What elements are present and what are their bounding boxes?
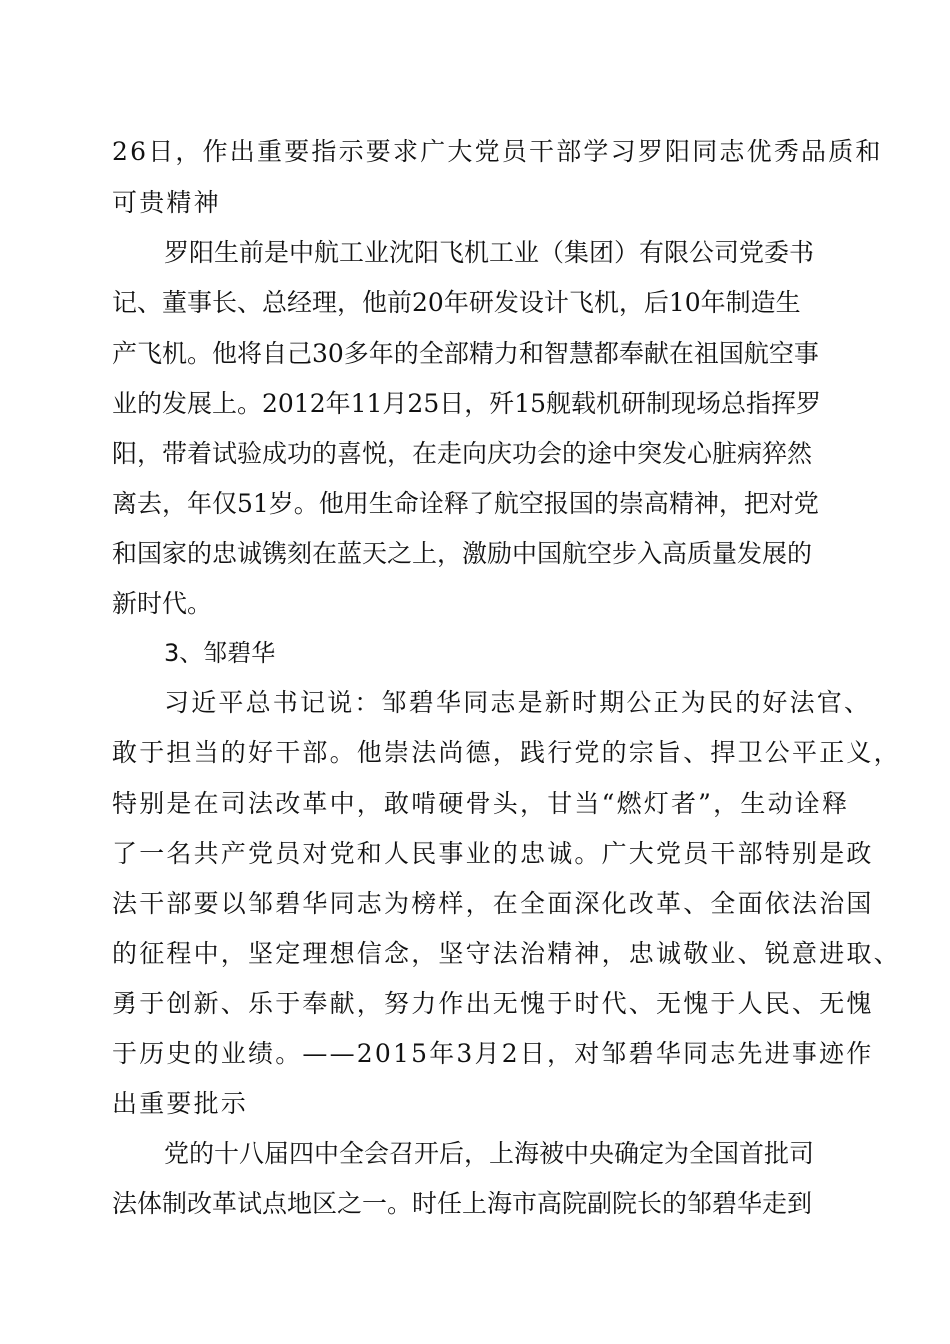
text-line: 法体制改革试点地区之一。时任上海市高院副院长的邹碧华走到 <box>112 1189 813 1218</box>
text-line: 和国家的忠诚镌刻在蓝天之上，激励中国航空步入高质量发展的 <box>112 539 813 568</box>
text-line: 特别是在司法改革中，敢啃硬骨头，甘当“燃灯者”，生动诠释 <box>112 789 850 818</box>
text-line: 记、董事长、总经理，他前20年研发设计飞机，后10年制造生 <box>112 288 801 317</box>
text-line: 产飞机。他将自己30多年的全部精力和智慧都奉献在祖国航空事 <box>112 339 819 368</box>
paragraph-start-line: 罗阳生前是中航工业沈阳飞机工业（集团）有限公司党委书 <box>164 238 815 267</box>
text-line: 出重要批示 <box>112 1089 249 1118</box>
text-line: 26日，作出重要指示要求广大党员干部学习罗阳同志优秀品质和 <box>112 137 883 166</box>
text-line: 勇于创新、乐于奉献，努力作出无愧于时代、无愧于人民、无愧 <box>112 989 874 1018</box>
text-line: 于历史的业绩。——2015年3月2日，对邹碧华同志先进事迹作 <box>112 1039 874 1068</box>
text-line: 的征程中，坚定理想信念，坚守法治精神，忠诚敬业、锐意进取、 <box>112 939 901 968</box>
text-line: 了一名共产党员对党和人民事业的忠诚。广大党员干部特别是政 <box>112 839 874 868</box>
text-line: 敢于担当的好干部。他崇法尚德，践行党的宗旨、捍卫公平正义， <box>112 738 901 767</box>
text-line: 阳，带着试验成功的喜悦，在走向庆功会的途中突发心脏病猝然 <box>112 439 813 468</box>
text-line: 离去，年仅51岁。他用生命诠释了航空报国的崇高精神，把对党 <box>112 489 819 518</box>
paragraph-start-line: 党的十八届四中全会召开后，上海被中央确定为全国首批司 <box>164 1139 815 1168</box>
text-line: 可贵精神 <box>112 188 221 217</box>
text-line: 法干部要以邹碧华同志为榜样，在全面深化改革、全面依法治国 <box>112 889 874 918</box>
paragraph-start-line: 习近平总书记说：邹碧华同志是新时期公正为民的好法官、 <box>164 688 872 717</box>
section-heading: 3、邹碧华 <box>164 639 276 667</box>
text-line: 新时代。 <box>112 589 213 618</box>
text-line: 业的发展上。2012年11月25日，歼15舰载机研制现场总指挥罗 <box>112 389 822 418</box>
